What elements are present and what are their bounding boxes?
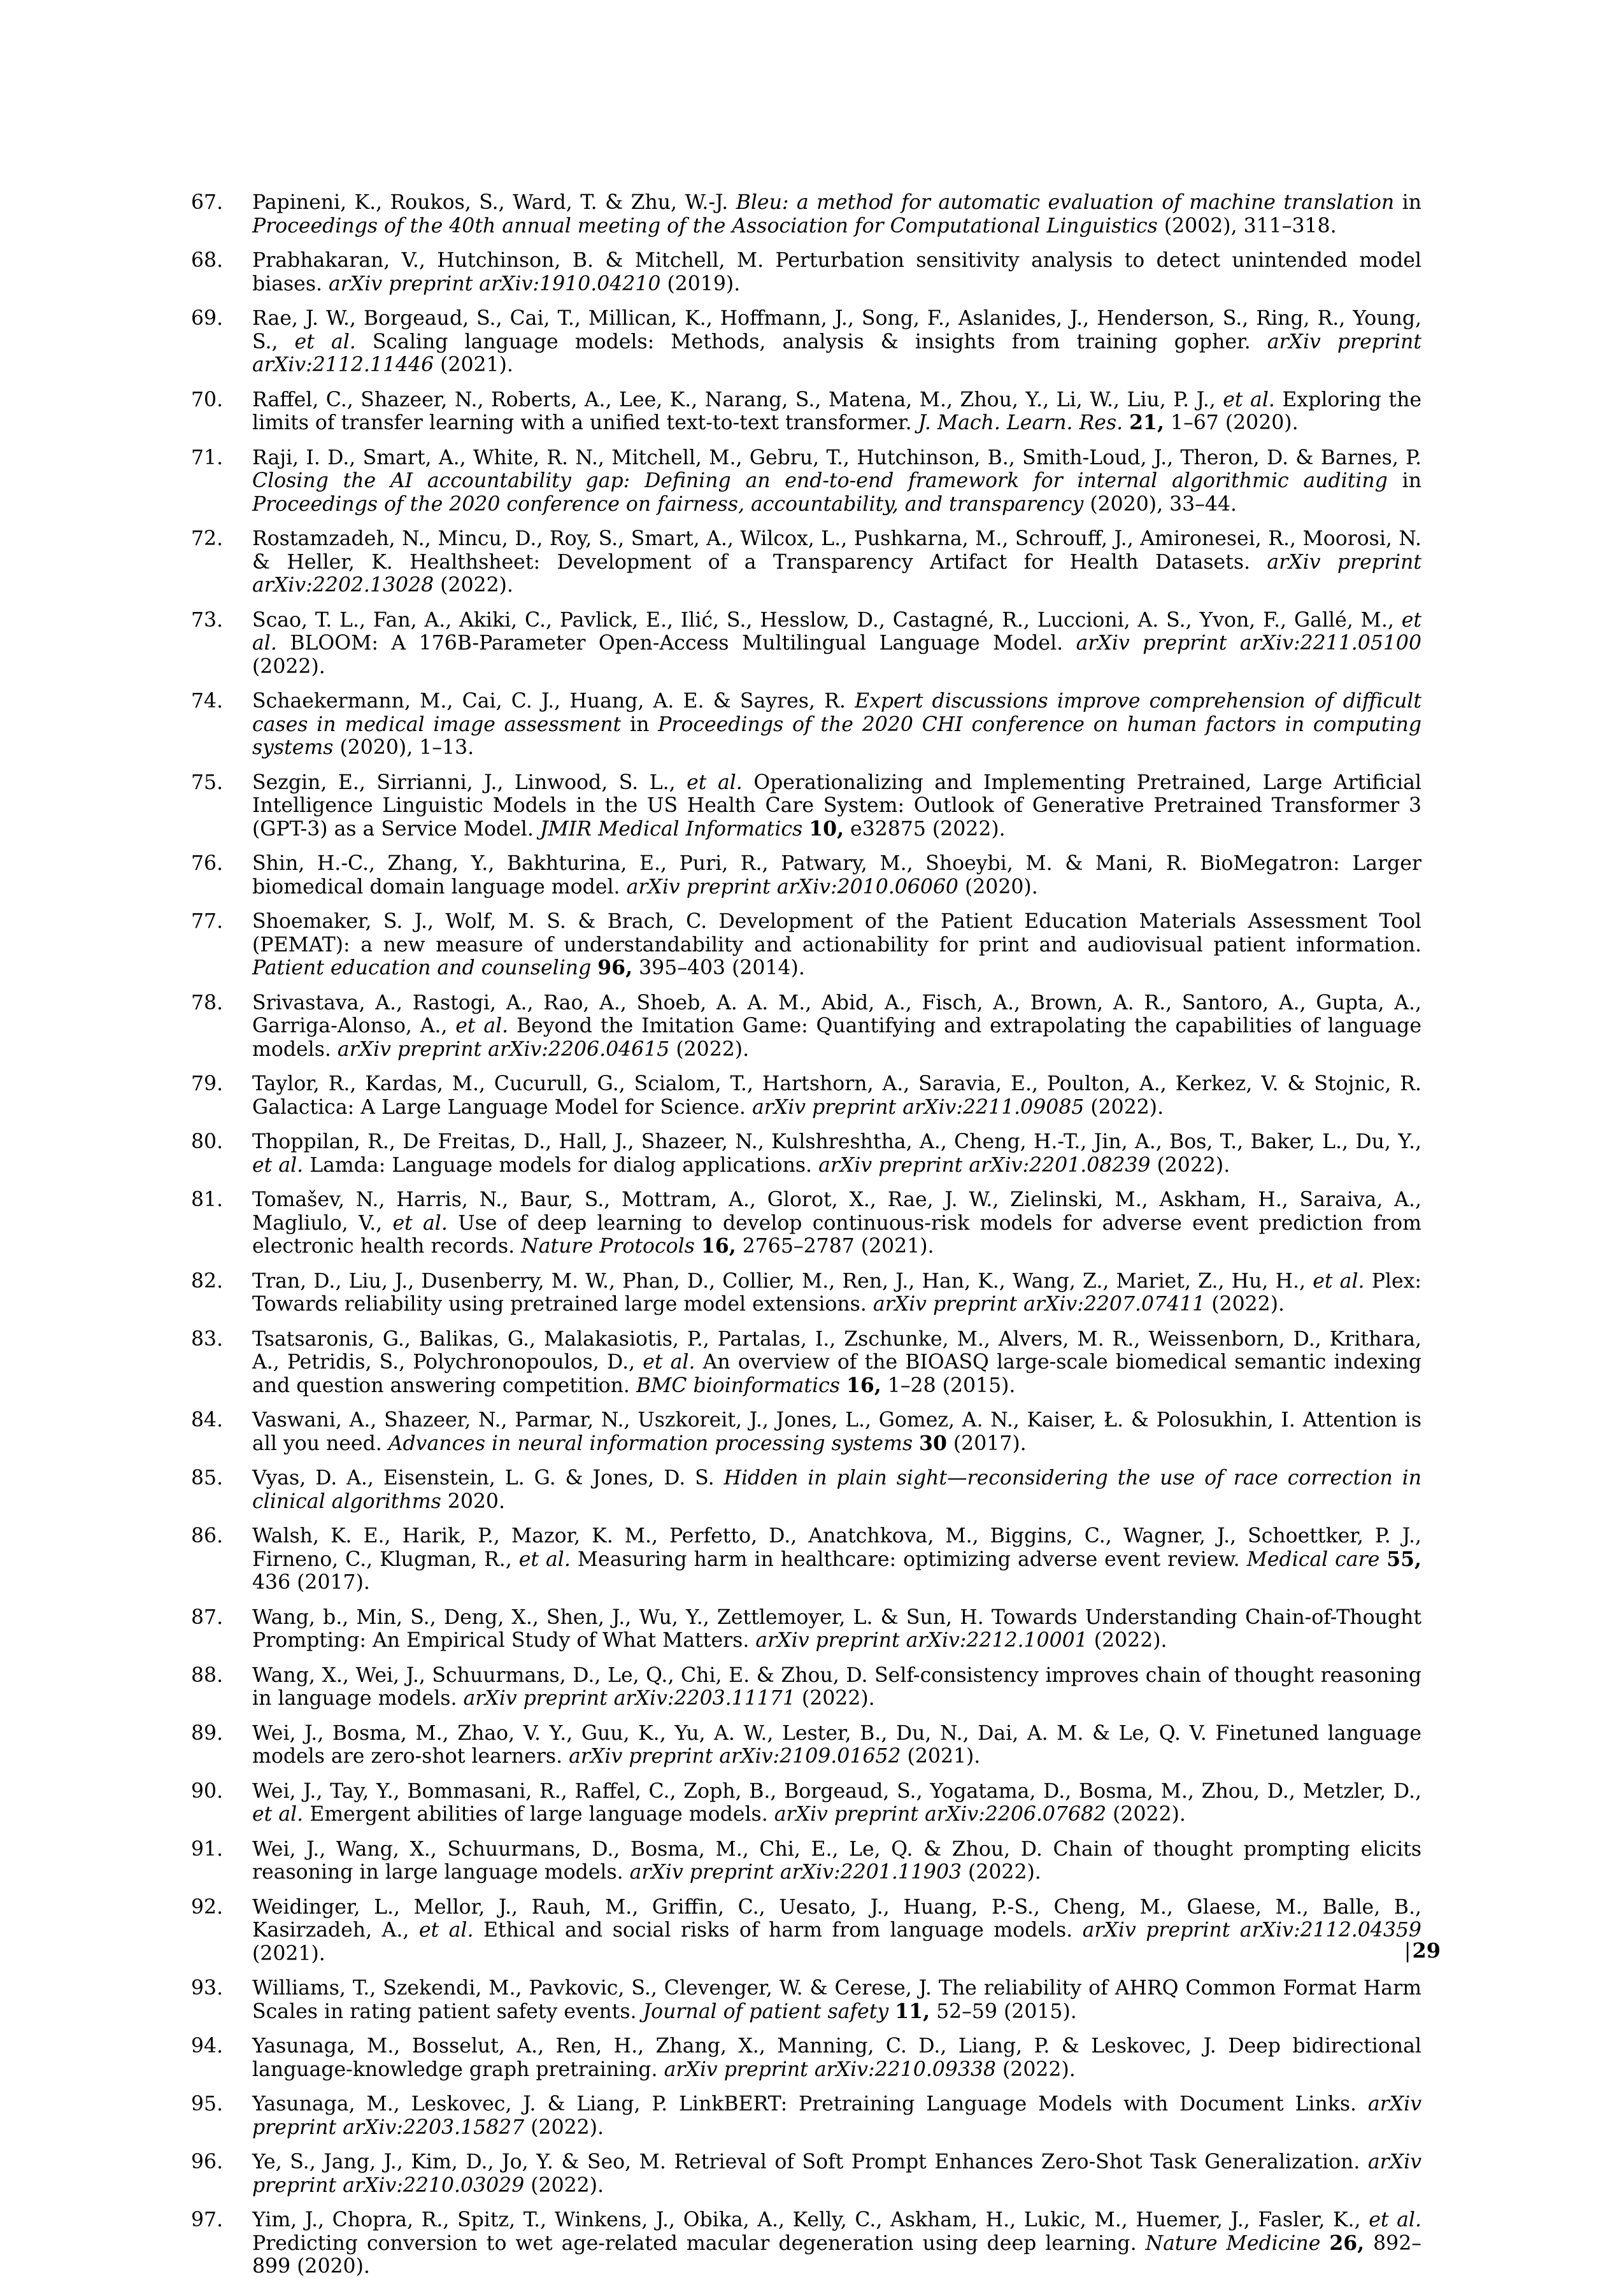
- reference-number: 77.: [191, 910, 224, 933]
- reference-italic-segment: et al.: [455, 1014, 509, 1037]
- reference-italic-segment: Journal of patient safety: [643, 2000, 889, 2023]
- reference-text: [252, 910, 1421, 979]
- reference-item: [191, 992, 1421, 1062]
- reference-segment: (2022).: [669, 1037, 750, 1061]
- reference-text: [252, 191, 1421, 238]
- reference-number: 68.: [191, 249, 224, 272]
- reference-segment: (2020), 1–13.: [333, 736, 474, 759]
- reference-segment: (2021).: [434, 353, 513, 376]
- reference-segment: 395–403 (2014).: [632, 957, 805, 979]
- reference-number: 86.: [191, 1525, 224, 1547]
- reference-text: [252, 1328, 1421, 1397]
- reference-italic-segment: arXiv preprint arXiv:2202.13028: [252, 550, 1421, 597]
- reference-segment: Papineni, K., Roukos, S., Ward, T. & Zhu, W.-J.: [252, 191, 736, 214]
- reference-segment: Plex: Towards reliability using pretrained large model extensions.: [252, 1269, 1421, 1316]
- reference-italic-segment: et al.: [252, 1153, 304, 1177]
- reference-italic-segment: arXiv preprint arXiv:2112.11446: [252, 330, 1421, 376]
- reference-segment: Tsatsaronis, G., Balikas, G., Malakasiotis, P., Partalas, I., Zschunke, M., Alvers, M. R., Weissenborn, D., Krithara, A., Petridis, S., Polychronopoulos, D.,: [252, 1327, 1421, 1374]
- reference-segment: Wang, b., Min, S., Deng, X., Shen, J., Wu, Y., Zettlemoyer, L. & Sun, H. Towards Understanding Chain-of-Thought Prompting: An Empirical Study of What Matters.: [252, 1605, 1421, 1652]
- reference-italic-segment: et al.: [1313, 1269, 1365, 1293]
- reference-segment: Lamda: Language models for dialog applications.: [303, 1153, 819, 1177]
- reference-italic-segment: arXiv preprint arXiv:2211.09085: [751, 1095, 1085, 1119]
- reference-segment: BLOOM: A 176B-Parameter Open-Access Multilingual Language Model.: [276, 632, 1076, 655]
- reference-number: 74.: [191, 690, 224, 713]
- reference-segment: (2022).: [1205, 1293, 1285, 1316]
- reference-number: 80.: [191, 1130, 224, 1153]
- reference-segment: Shin, H.-C., Zhang, Y., Bakhturina, E., Puri, R., Patwary, M., Shoeybi, M. & Mani, R. BioMegatron: Larger biomedical domain language model.: [252, 852, 1421, 899]
- reference-text: [252, 852, 1421, 899]
- reference-text: [252, 1838, 1421, 1884]
- reference-text: [252, 446, 1421, 516]
- reference-segment: Wei, J., Tay, Y., Bommasani, R., Raffel, C., Zoph, B., Borgeaud, S., Yogatama, D., Bosma, M., Zhou, D., Metzler, D.,: [252, 1779, 1421, 1803]
- reference-segment: Yim, J., Chopra, R., Spitz, T., Winkens, J., Obika, A., Kelly, C., Askham, H., Lukic, M., Huemer, J., Fasler, K.,: [252, 2208, 1369, 2231]
- reference-item: [191, 1606, 1421, 1653]
- reference-segment: in: [1394, 191, 1422, 214]
- reference-text: [252, 1606, 1421, 1653]
- reference-item: [191, 690, 1421, 760]
- reference-item: [191, 609, 1421, 679]
- reference-item: [191, 1270, 1421, 1316]
- reference-item: [191, 527, 1421, 597]
- reference-segment: Scao, T. L., Fan, A., Akiki, C., Pavlick, E., Ilić, S., Hesslow, D., Castagné, R., Luccioni, A. S., Yvon, F., Gallé, M.,: [252, 608, 1402, 632]
- reference-number: 95.: [191, 2093, 224, 2116]
- reference-italic-segment: Nature Protocols: [521, 1235, 695, 1258]
- reference-number: 96.: [191, 2151, 224, 2173]
- reference-number: 97.: [191, 2208, 224, 2231]
- reference-segment: (2022).: [1106, 1803, 1186, 1826]
- reference-text: [252, 249, 1421, 295]
- reference-segment: (2022).: [1087, 1629, 1167, 1652]
- reference-segment: 436 (2017).: [252, 1571, 370, 1594]
- reference-segment: Srivastava, A., Rastogi, A., Rao, A., Shoeb, A. A. M., Abid, A., Fisch, A., Brown, A. R., Santoro, A., Gupta, A., Garriga-Alonso, A.,: [252, 991, 1421, 1037]
- reference-segment: (2020), 33–44.: [1083, 492, 1237, 516]
- reference-bold-segment: 16,: [846, 1373, 881, 1397]
- reference-item: [191, 1409, 1421, 1455]
- reference-bold-segment: 11,: [895, 1999, 930, 2023]
- reference-item: [191, 2208, 1421, 2279]
- reference-segment: Vaswani, A., Shazeer, N., Parmar, N., Uszkoreit, J., Jones, L., Gomez, A. N., Kaiser, Ł. & Polosukhin, I. Attention is all you need.: [252, 1409, 1421, 1455]
- reference-number: 76.: [191, 852, 224, 875]
- reference-italic-segment: Expert discussions improve comprehension of difficult cases in medical image assessment: [252, 690, 1421, 736]
- reference-italic-segment: Nature Medicine: [1145, 2231, 1321, 2255]
- reference-italic-segment: Proceedings of the 2020 conference on fairness, accountability, and transparency: [252, 492, 1084, 516]
- reference-number: 92.: [191, 1895, 224, 1919]
- reference-italic-segment: et al.: [252, 1803, 304, 1826]
- reference-segment: 892–899 (2020).: [252, 2231, 1421, 2278]
- reference-number: 78.: [191, 991, 224, 1014]
- reference-bold-segment: 21,: [1129, 411, 1164, 434]
- reference-segment: [1320, 2232, 1329, 2255]
- reference-italic-segment: arXiv preprint arXiv:2203.11171: [463, 1687, 795, 1710]
- reference-text: [252, 771, 1421, 841]
- reference-italic-segment: J. Mach. Learn. Res.: [918, 411, 1123, 434]
- reference-item: [191, 446, 1421, 516]
- reference-italic-segment: Patient education and counseling: [252, 957, 592, 979]
- reference-text: [252, 1664, 1421, 1710]
- reference-italic-segment: et al.: [252, 608, 1421, 655]
- reference-segment: Use of deep learning to develop continuous-risk models for adverse event prediction from electronic health records.: [252, 1211, 1421, 1258]
- reference-item: [191, 852, 1421, 899]
- reference-segment: (2022).: [995, 2058, 1076, 2081]
- reference-number: 88.: [191, 1663, 224, 1687]
- reference-segment: Thoppilan, R., De Freitas, D., Hall, J., Shazeer, N., Kulshreshtha, A., Cheng, H.-T., Jin, A., Bos, T., Baker, L., Du, Y.,: [252, 1130, 1421, 1153]
- reference-item: [191, 1664, 1421, 1710]
- reference-segment: (2021).: [901, 1745, 981, 1768]
- reference-segment: (2017).: [946, 1432, 1027, 1455]
- reference-italic-segment: et al.: [1223, 388, 1275, 411]
- reference-segment: Sezgin, E., Sirrianni, J., Linwood, S. L.,: [252, 771, 687, 794]
- reference-text: [252, 1409, 1421, 1455]
- reference-italic-segment: arXiv preprint arXiv:2112.04359: [1082, 1919, 1421, 1942]
- reference-segment: Shoemaker, S. J., Wolf, M. S. & Brach, C. Development of the Patient Education Materials Assessment Tool (PEMAT): a new measure of understandability and actionability for print and audiovisual patient information.: [252, 910, 1421, 957]
- reference-number: 84.: [191, 1409, 224, 1432]
- reference-segment: Yasunaga, M., Bosselut, A., Ren, H., Zhang, X., Manning, C. D., Liang, P. & Leskovec, J. Deep bidirectional language-knowledge graph pretraining.: [252, 2035, 1421, 2081]
- reference-number: 91.: [191, 1837, 224, 1861]
- reference-text: [252, 2208, 1421, 2278]
- reference-segment: Taylor, R., Kardas, M., Cucurull, G., Scialom, T., Hartshorn, A., Saravia, E., Poulton, A., Kerkez, V. & Stojnic, R. Galactica: A Large Language Model for Science.: [252, 1072, 1421, 1119]
- reference-segment: 2765–2787 (2021).: [736, 1235, 934, 1258]
- reference-text: [252, 609, 1421, 678]
- reference-segment: 1–67 (2020).: [1164, 411, 1299, 434]
- reference-italic-segment: arXiv preprint arXiv:2203.15827: [252, 2093, 1421, 2139]
- reference-bold-segment: 30: [919, 1431, 947, 1455]
- reference-italic-segment: et al.: [294, 330, 356, 353]
- reference-item: [191, 1467, 1421, 1513]
- reference-segment: (2022).: [434, 574, 513, 597]
- reference-number: 72.: [191, 527, 224, 550]
- reference-item: [191, 1838, 1421, 1884]
- reference-segment: Raffel, C., Shazeer, N., Roberts, A., Lee, K., Narang, S., Matena, M., Zhou, Y., Li, W., Liu, P. J.,: [252, 388, 1223, 411]
- reference-item: [191, 910, 1421, 980]
- reference-number: 70.: [191, 388, 224, 411]
- reference-number: 94.: [191, 2035, 224, 2058]
- reference-segment: [840, 1374, 846, 1397]
- reference-number: 87.: [191, 1605, 224, 1629]
- reference-italic-segment: arXiv preprint arXiv:2010.06060: [626, 875, 958, 899]
- reference-text: [252, 1525, 1421, 1594]
- reference-number: 85.: [191, 1467, 224, 1490]
- reference-text: [252, 1270, 1421, 1316]
- reference-text: [252, 992, 1421, 1061]
- reference-italic-segment: et al.: [687, 771, 743, 794]
- reference-segment: Vyas, D. A., Eisenstein, L. G. & Jones, D. S.: [252, 1467, 724, 1490]
- reference-number: 93.: [191, 1977, 224, 2000]
- reference-segment: (2019).: [660, 272, 741, 295]
- reference-italic-segment: arXiv preprint arXiv:2210.03029: [252, 2151, 1421, 2197]
- reference-segment: [695, 1235, 701, 1258]
- reference-segment: (2021).: [252, 1942, 325, 1965]
- reference-list: [191, 191, 1421, 2290]
- reference-text: [252, 2035, 1421, 2081]
- reference-number: 69.: [191, 307, 224, 330]
- reference-segment: Ethical and social risks of harm from language models.: [473, 1919, 1083, 1942]
- reference-item: [191, 2093, 1421, 2139]
- reference-item: [191, 1188, 1421, 1258]
- page-number-value: 29: [1412, 1938, 1441, 1963]
- reference-segment: Operationalizing and Implementing Pretrained, Large Artificial Intelligence Linguistic Models in the US Health Care System: Outlook of Generative Pretrained Transformer 3 (GPT-3) as a Service Model.: [252, 771, 1421, 841]
- reference-item: [191, 1130, 1421, 1177]
- reference-text: [252, 1072, 1421, 1119]
- reference-segment: Tomašev, N., Harris, N., Baur, S., Mottram, A., Glorot, X., Rae, J. W., Zielinski, M., Askham, H., Saraiva, A., Magliulo, V.,: [252, 1188, 1421, 1235]
- reference-segment: Walsh, K. E., Harik, P., Mazor, K. M., Perfetto, D., Anatchkova, M., Biggins, C., Wagner, J., Schoettker, P. J., Firneno, C., Klugman, R.,: [252, 1525, 1421, 1571]
- reference-italic-segment: arXiv preprint arXiv:2211.05100: [1076, 632, 1421, 655]
- reference-italic-segment: Advances in neural information processing systems: [388, 1432, 913, 1455]
- reference-text: [252, 388, 1421, 435]
- reference-number: 73.: [191, 608, 224, 632]
- page-number: [1404, 1938, 1441, 1963]
- reference-item: [191, 2151, 1421, 2197]
- reference-segment: (2022).: [1084, 1095, 1164, 1119]
- reference-italic-segment: arXiv preprint arXiv:1910.04210: [329, 272, 661, 295]
- reference-bold-segment: 16,: [701, 1234, 736, 1258]
- reference-segment: An overview of the BIOASQ large-scale biomedical semantic indexing and question answering competition.: [252, 1351, 1422, 1397]
- reference-segment: Wei, J., Wang, X., Schuurmans, D., Bosma, M., Chi, E., Le, Q. & Zhou, D. Chain of thought prompting elicits reasoning in large language models.: [252, 1837, 1421, 1884]
- reference-bold-segment: 96,: [597, 956, 633, 979]
- reference-item: [191, 2035, 1421, 2081]
- reference-number: 82.: [191, 1269, 224, 1293]
- reference-segment: (2002), 311–318.: [1157, 214, 1337, 238]
- reference-italic-segment: et al.: [1369, 2208, 1421, 2231]
- reference-number: 83.: [191, 1327, 224, 1351]
- reference-segment: Scaling language models: Methods, analysis & insights from training gopher.: [355, 330, 1267, 353]
- reference-italic-segment: et al.: [518, 1547, 571, 1571]
- reference-italic-segment: JMIR Medical Informatics: [539, 817, 803, 841]
- reference-italic-segment: BMC bioinformatics: [636, 1374, 840, 1397]
- reference-text: [252, 527, 1421, 597]
- reference-segment: Exploring the limits of transfer learning with a unified text-to-text transformer.: [252, 388, 1422, 434]
- reference-segment: Wei, J., Bosma, M., Zhao, V. Y., Guu, K., Yu, A. W., Lester, B., Du, N., Dai, A. M. & Le, Q. V. Finetuned language models are zero-shot learners.: [252, 1721, 1421, 1768]
- reference-segment: 1–28 (2015).: [881, 1374, 1016, 1397]
- reference-item: [191, 249, 1421, 295]
- reference-segment: Raji, I. D., Smart, A., White, R. N., Mitchell, M., Gebru, T., Hutchinson, B., Smith-Loud, J., Theron, D. & Barnes, P.: [252, 446, 1421, 469]
- reference-item: [191, 307, 1421, 377]
- reference-segment: Predicting conversion to wet age-related macular degeneration using deep learning.: [252, 2231, 1146, 2255]
- reference-italic-segment: Hidden in plain sight—reconsidering the use of race correction in clinical algorithms: [252, 1467, 1421, 1513]
- reference-segment: (2022).: [962, 1861, 1041, 1884]
- reference-text: [252, 1188, 1421, 1258]
- reference-italic-segment: Medical care: [1246, 1547, 1380, 1571]
- reference-segment: Tran, D., Liu, J., Dusenberry, M. W., Phan, D., Collier, M., Ren, J., Han, K., Wang, Z., Mariet, Z., Hu, H.,: [252, 1269, 1313, 1293]
- reference-segment: [802, 818, 809, 841]
- reference-bold-segment: 55,: [1386, 1547, 1422, 1571]
- reference-segment: Weidinger, L., Mellor, J., Rauh, M., Griffin, C., Uesato, J., Huang, P.-S., Cheng, M., Glaese, M., Balle, B., Kasirzadeh, A.,: [252, 1895, 1421, 1942]
- reference-segment: in: [1387, 469, 1421, 492]
- reference-item: [191, 1977, 1421, 2023]
- reference-italic-segment: arXiv preprint arXiv:2201.11903: [629, 1861, 962, 1884]
- reference-segment: (2022).: [795, 1687, 875, 1710]
- reference-segment: 2020.: [441, 1490, 505, 1513]
- reference-item: [191, 1722, 1421, 1768]
- reference-item: [191, 1328, 1421, 1398]
- reference-segment: Measuring harm in healthcare: optimizing adverse event review.: [570, 1547, 1247, 1571]
- reference-segment: [1123, 411, 1129, 434]
- reference-segment: (2020).: [958, 875, 1038, 899]
- reference-italic-segment: arXiv preprint arXiv:2206.07682: [774, 1803, 1107, 1826]
- reference-italic-segment: et al.: [643, 1351, 695, 1374]
- reference-item: [191, 1072, 1421, 1119]
- reference-number: 79.: [191, 1072, 224, 1095]
- reference-text: [252, 1130, 1421, 1177]
- reference-segment: Beyond the Imitation Game: Quantifying and extrapolating the capabilities of language models.: [252, 1014, 1421, 1061]
- reference-item: [191, 191, 1421, 238]
- reference-number: 75.: [191, 771, 224, 794]
- reference-item: [191, 771, 1421, 841]
- reference-italic-segment: arXiv preprint arXiv:2207.07411: [873, 1293, 1206, 1316]
- reference-italic-segment: arXiv preprint arXiv:2109.01652: [569, 1745, 901, 1768]
- reference-item: [191, 1896, 1421, 1966]
- reference-segment: e32875 (2022).: [844, 817, 1006, 841]
- reference-italic-segment: arXiv preprint arXiv:2206.04615: [337, 1037, 670, 1061]
- reference-text: [252, 690, 1421, 759]
- reference-segment: [1379, 1548, 1386, 1571]
- reference-bold-segment: 26,: [1329, 2231, 1365, 2255]
- reference-segment: Rae, J. W., Borgeaud, S., Cai, T., Millican, K., Hoffmann, J., Song, F., Aslanides, J., Henderson, S., Ring, R., Young, S.,: [252, 307, 1421, 353]
- reference-segment: Emergent abilities of large language models.: [303, 1803, 774, 1826]
- reference-item: [191, 1525, 1421, 1595]
- reference-number: 71.: [191, 446, 224, 469]
- reference-text: [252, 2093, 1421, 2139]
- reference-text: [252, 1722, 1421, 1768]
- reference-text: [252, 307, 1421, 376]
- reference-text: [252, 1896, 1421, 1965]
- reference-italic-segment: arXiv preprint arXiv:2210.09338: [664, 2058, 996, 2081]
- page-number-separator: |: [1404, 1938, 1411, 1963]
- reference-text: [252, 1977, 1421, 2023]
- reference-number: 67.: [191, 191, 224, 214]
- reference-segment: (2022).: [1150, 1153, 1230, 1177]
- reference-text: [252, 1467, 1421, 1513]
- reference-segment: Ye, S., Jang, J., Kim, D., Jo, Y. & Seo, M. Retrieval of Soft Prompt Enhances Zero-Shot Task Generalization.: [252, 2151, 1368, 2173]
- reference-segment: Williams, T., Szekendi, M., Pavkovic, S., Clevenger, W. & Cerese, J. The reliability of AHRQ Common Format Harm Scales in rating patient safety events.: [252, 1977, 1421, 2023]
- reference-italic-segment: et al.: [392, 1211, 448, 1235]
- reference-italic-segment: Proceedings of the 40th annual meeting of the Association for Computational Linguistics: [252, 214, 1158, 238]
- reference-number: 81.: [191, 1188, 224, 1211]
- reference-segment: [591, 957, 597, 979]
- reference-segment: Schaekermann, M., Cai, C. J., Huang, A. E. & Sayres, R.: [252, 690, 855, 713]
- reference-segment: Wang, X., Wei, J., Schuurmans, D., Le, Q., Chi, E. & Zhou, D. Self-consistency improves chain of thought reasoning in language models.: [252, 1663, 1421, 1710]
- reference-text: [252, 1780, 1421, 1826]
- reference-text: [252, 2151, 1421, 2197]
- reference-segment: [888, 2000, 895, 2023]
- reference-italic-segment: arXiv preprint arXiv:2212.10001: [755, 1629, 1088, 1652]
- reference-bold-segment: 10,: [809, 816, 844, 841]
- reference-segment: 52–59 (2015).: [930, 2000, 1077, 2023]
- reference-italic-segment: et al.: [418, 1919, 474, 1942]
- reference-number: 89.: [191, 1721, 224, 1745]
- reference-segment: Prabhakaran, V., Hutchinson, B. & Mitchell, M. Perturbation sensitivity analysis to detect unintended model biases.: [252, 249, 1421, 295]
- reference-segment: (2022).: [524, 2173, 604, 2197]
- reference-item: [191, 1780, 1421, 1826]
- reference-segment: (2022).: [524, 2116, 604, 2139]
- reference-italic-segment: Bleu: a method for automatic evaluation of machine translation: [736, 191, 1395, 214]
- reference-segment: Yasunaga, M., Leskovec, J. & Liang, P. LinkBERT: Pretraining Language Models with Document Links.: [252, 2093, 1368, 2116]
- reference-italic-segment: arXiv preprint arXiv:2201.08239: [818, 1153, 1151, 1177]
- reference-item: [191, 388, 1421, 435]
- reference-italic-segment: Closing the AI accountability gap: Defining an end-to-end framework for internal algorithmic auditing: [252, 469, 1388, 492]
- reference-number: 90.: [191, 1779, 224, 1803]
- reference-italic-segment: Proceedings of the 2020 CHI conference on human factors in computing systems: [252, 713, 1422, 759]
- reference-segment: [913, 1432, 919, 1455]
- reference-segment: in: [621, 713, 659, 736]
- reference-segment: Rostamzadeh, N., Mincu, D., Roy, S., Smart, A., Wilcox, L., Pushkarna, M., Schrouff, J., Amironesei, R., Moorosi, N. & Heller, K. Healthsheet: Development of a Transparency Artifact for Health Datasets.: [252, 527, 1421, 574]
- reference-segment: (2022).: [252, 655, 325, 678]
